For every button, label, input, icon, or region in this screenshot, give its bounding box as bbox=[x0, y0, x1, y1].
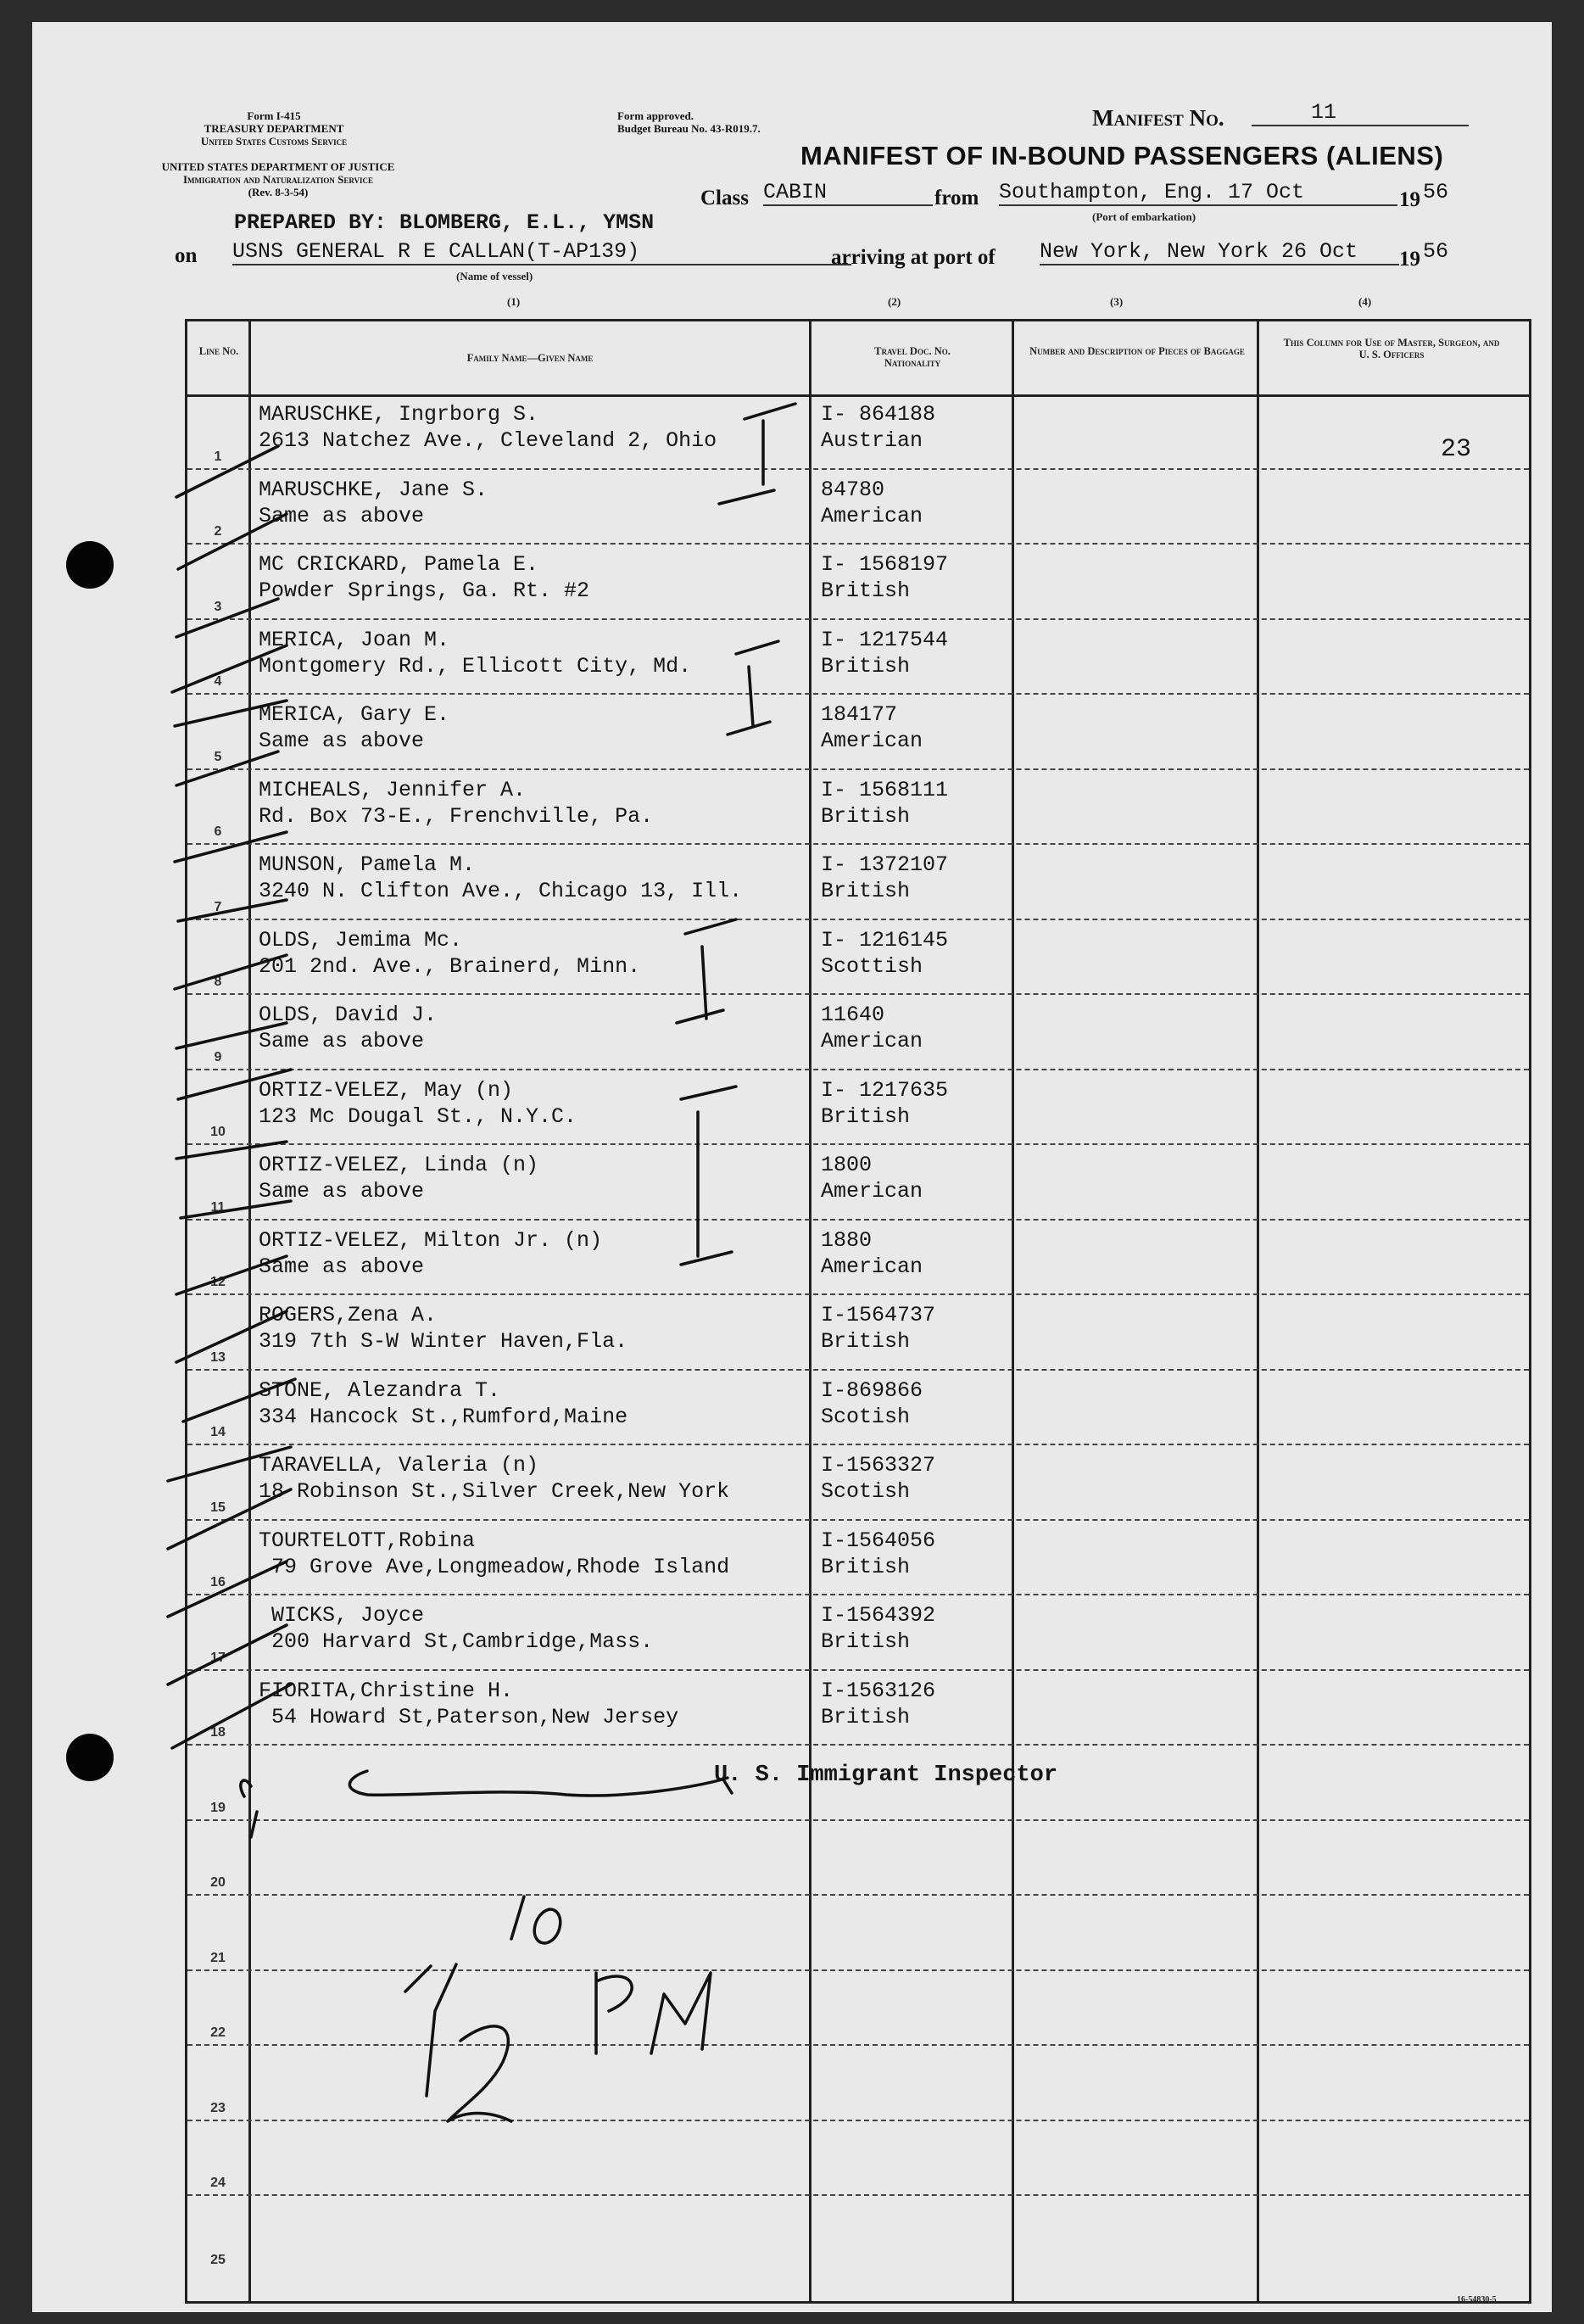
passenger-address: 79 Grove Ave,Longmeadow,Rhode Island bbox=[259, 1554, 730, 1579]
nationality: American bbox=[821, 503, 923, 528]
col-header-name: Family Name—Given Name bbox=[466, 352, 594, 364]
manifest-no-value: 11 bbox=[1252, 100, 1469, 126]
nationality: British bbox=[821, 1329, 911, 1354]
handwritten-time bbox=[405, 1897, 711, 2121]
prepared-by: PREPARED BY: BLOMBERG, E.L., YMSN bbox=[234, 210, 655, 235]
nationality: British bbox=[821, 1704, 911, 1729]
inspector-label: U. S. Immigrant Inspector bbox=[714, 1763, 1058, 1788]
form-number: Form I-415 bbox=[247, 109, 301, 122]
passenger-name: MARUSCHKE, Jane S. bbox=[259, 477, 488, 502]
port-embarkation-note: (Port of embarkation) bbox=[1092, 210, 1196, 223]
class-label: Class bbox=[700, 187, 749, 209]
passenger-name: MERICA, Gary E. bbox=[259, 702, 450, 727]
line-number: 18 bbox=[210, 1725, 226, 1740]
passenger-address: Same as above bbox=[259, 503, 425, 528]
passenger-name: TOURTELOTT,Robina bbox=[259, 1528, 476, 1553]
line-number: 12 bbox=[210, 1275, 226, 1289]
line-number: 19 bbox=[210, 1800, 226, 1815]
year-prefix: 19 bbox=[1399, 188, 1420, 211]
passenger-address: 123 Mc Dougal St., N.Y.C. bbox=[259, 1103, 577, 1129]
class-value: CABIN bbox=[763, 180, 933, 206]
line-number: 14 bbox=[210, 1425, 226, 1439]
travel-doc-number: I-1564737 bbox=[821, 1303, 936, 1327]
line-number: 25 bbox=[210, 2252, 226, 2267]
nationality: British bbox=[821, 879, 911, 903]
nationality: Scotish bbox=[821, 1404, 911, 1429]
passenger-name: MUNSON, Pamela M. bbox=[259, 852, 476, 877]
passenger-address: Same as above bbox=[259, 729, 425, 753]
nationality: Scotish bbox=[821, 1479, 911, 1504]
passenger-name: OLDS, Jemima Mc. bbox=[259, 927, 463, 953]
check-marks bbox=[168, 446, 295, 1748]
vessel-note: (Name of vessel) bbox=[456, 270, 533, 282]
year-prefix-2: 19 bbox=[1399, 248, 1420, 271]
nationality: American bbox=[821, 1179, 923, 1204]
passenger-address: 3240 N. Clifton Ave., Chicago 13, Ill. bbox=[259, 879, 743, 903]
passenger-name: MC CRICKARD, Pamela E. bbox=[259, 552, 539, 577]
line-number: 6 bbox=[214, 824, 222, 839]
manifest-page bbox=[32, 22, 1552, 2312]
line-number: 20 bbox=[210, 1875, 226, 1890]
port-embarkation-value: Southampton, Eng. 17 Oct bbox=[999, 180, 1397, 206]
nationality: American bbox=[821, 1254, 923, 1279]
nationality: American bbox=[821, 1029, 923, 1053]
officer-note: 23 bbox=[1441, 435, 1472, 464]
line-number: 17 bbox=[210, 1650, 226, 1665]
travel-doc-number: I- 1372107 bbox=[821, 852, 949, 877]
revision: (Rev. 8-3-54) bbox=[248, 186, 309, 198]
treasury-dept: TREASURY DEPARTMENT bbox=[204, 122, 344, 135]
form-approved: Form approved. bbox=[617, 109, 694, 122]
travel-doc-number: 1880 bbox=[821, 1227, 873, 1253]
passenger-address: Montgomery Rd., Ellicott City, Md. bbox=[259, 653, 692, 679]
nationality: American bbox=[821, 729, 923, 753]
justice-dept: UNITED STATES DEPARTMENT OF JUSTICE bbox=[161, 160, 395, 173]
year-value-2: 56 bbox=[1423, 239, 1449, 264]
passenger-address: Powder Springs, Ga. Rt. #2 bbox=[259, 578, 590, 603]
passenger-name: ORTIZ-VELEZ, Linda (n) bbox=[259, 1153, 539, 1177]
nationality: British bbox=[821, 803, 911, 829]
passenger-address: Rd. Box 73-E., Frenchville, Pa. bbox=[259, 803, 654, 829]
manifest-title: MANIFEST OF IN-BOUND PASSENGERS (ALIENS) bbox=[800, 141, 1444, 170]
passenger-address: 319 7th S-W Winter Haven,Fla. bbox=[259, 1329, 628, 1354]
passenger-name: WICKS, Joyce bbox=[259, 1603, 425, 1628]
passenger-name: MERICA, Joan M. bbox=[259, 627, 450, 652]
passenger-address: Same as above bbox=[259, 1254, 425, 1279]
travel-doc-number: 184177 bbox=[821, 702, 898, 727]
budget-bureau: Budget Bureau No. 43-R019.7. bbox=[617, 122, 761, 135]
passenger-address: 334 Hancock St.,Rumford,Maine bbox=[259, 1404, 628, 1429]
bracket-marks bbox=[677, 404, 795, 1265]
line-number: 9 bbox=[214, 1049, 222, 1064]
passenger-name: MICHEALS, Jennifer A. bbox=[259, 777, 527, 802]
customs-service: United States Customs Service bbox=[200, 135, 348, 148]
travel-doc-number: 1800 bbox=[821, 1153, 873, 1177]
passenger-name: FIORITA,Christine H. bbox=[259, 1678, 514, 1703]
travel-doc-number: I- 1217635 bbox=[821, 1077, 949, 1103]
passenger-address: 2613 Natchez Ave., Cleveland 2, Ohio bbox=[259, 428, 717, 453]
line-number: 7 bbox=[214, 899, 222, 914]
passenger-name: STONE, Alezandra T. bbox=[259, 1377, 501, 1403]
travel-doc-number: 84780 bbox=[821, 477, 885, 502]
passenger-name: TARAVELLA, Valeria (n) bbox=[259, 1453, 539, 1478]
travel-doc-number: I- 1217544 bbox=[821, 627, 949, 652]
col-header-officers: This Column for Use of Master, Surgeon, and U. S. Officers bbox=[1283, 337, 1500, 360]
passenger-address: 200 Harvard St,Cambridge,Mass. bbox=[259, 1629, 654, 1654]
nationality: British bbox=[821, 653, 911, 679]
nationality: Scottish bbox=[821, 953, 923, 979]
travel-doc-number: I-1563327 bbox=[821, 1453, 936, 1478]
travel-doc-number: I-869866 bbox=[821, 1377, 923, 1403]
line-number: 21 bbox=[210, 1950, 226, 1965]
year-value: 56 bbox=[1423, 180, 1449, 204]
col-number-2: (2) bbox=[888, 295, 901, 308]
travel-doc-number: I- 864188 bbox=[821, 402, 936, 427]
passenger-address: Same as above bbox=[259, 1179, 425, 1204]
line-number: 10 bbox=[210, 1125, 226, 1139]
passenger-name: ORTIZ-VELEZ, Milton Jr. (n) bbox=[259, 1227, 603, 1253]
travel-doc-number: 11640 bbox=[821, 1003, 885, 1027]
passenger-address: 54 Howard St,Paterson,New Jersey bbox=[259, 1704, 679, 1729]
col-header-baggage: Number and Description of Pieces of Baggage bbox=[1029, 345, 1245, 357]
passenger-address: 18 Robinson St.,Silver Creek,New York bbox=[259, 1479, 730, 1504]
passenger-name: ROGERS,Zena A. bbox=[259, 1303, 438, 1327]
manifest-no-label: Manifest No. bbox=[1092, 105, 1224, 131]
travel-doc-number: I- 1568111 bbox=[821, 777, 949, 802]
col-number-3: (3) bbox=[1110, 295, 1124, 308]
col-number-1: (1) bbox=[507, 295, 521, 308]
line-number: 8 bbox=[214, 975, 222, 989]
line-number: 11 bbox=[210, 1199, 226, 1215]
col-header-travel-doc: Travel Doc. No. Nationality bbox=[874, 345, 951, 369]
passenger-address: Same as above bbox=[259, 1029, 425, 1053]
line-number: 5 bbox=[214, 749, 222, 764]
line-number: 22 bbox=[210, 2025, 226, 2040]
nationality: British bbox=[821, 1554, 911, 1579]
travel-doc-number: I-1563126 bbox=[821, 1678, 936, 1703]
handwriting-overlay bbox=[32, 22, 1552, 2312]
col-number-4: (4) bbox=[1358, 295, 1372, 308]
passenger-name: OLDS, David J. bbox=[259, 1003, 438, 1027]
line-number: 13 bbox=[210, 1349, 226, 1365]
line-number: 1 bbox=[214, 449, 222, 464]
on-label: on bbox=[175, 244, 198, 267]
passenger-address: 201 2nd. Ave., Brainerd, Minn. bbox=[259, 953, 641, 979]
arriving-label: arriving at port of bbox=[831, 246, 996, 269]
passenger-name: ORTIZ-VELEZ, May (n) bbox=[259, 1077, 514, 1103]
nationality: British bbox=[821, 1103, 911, 1129]
vessel-name: USNS GENERAL R E CALLAN(T-AP139) bbox=[232, 239, 851, 265]
nationality: Austrian bbox=[821, 428, 923, 453]
line-number: 4 bbox=[214, 674, 222, 689]
nationality: British bbox=[821, 1629, 911, 1654]
line-number: 16 bbox=[210, 1575, 226, 1589]
footer-code: 16-54830-5 bbox=[1457, 2295, 1497, 2304]
line-number: 2 bbox=[214, 524, 222, 539]
line-number: 23 bbox=[210, 2100, 226, 2115]
line-number: 15 bbox=[210, 1500, 226, 1515]
line-number: 3 bbox=[214, 599, 222, 614]
passenger-name: MARUSCHKE, Ingrborg S. bbox=[259, 402, 539, 427]
from-label: from bbox=[934, 187, 979, 209]
ins-name: Immigration and Naturalization Service bbox=[182, 173, 374, 186]
col-header-line-no: Line No. bbox=[198, 345, 239, 357]
travel-doc-number: I-1564392 bbox=[821, 1603, 936, 1628]
arrival-port-value: New York, New York 26 Oct bbox=[1040, 239, 1399, 265]
travel-doc-number: I- 1216145 bbox=[821, 927, 949, 953]
travel-doc-number: I-1564056 bbox=[821, 1528, 936, 1553]
travel-doc-number: I- 1568197 bbox=[821, 552, 949, 577]
line-number: 24 bbox=[210, 2176, 226, 2190]
nationality: British bbox=[821, 578, 911, 603]
signature bbox=[241, 1771, 732, 1837]
